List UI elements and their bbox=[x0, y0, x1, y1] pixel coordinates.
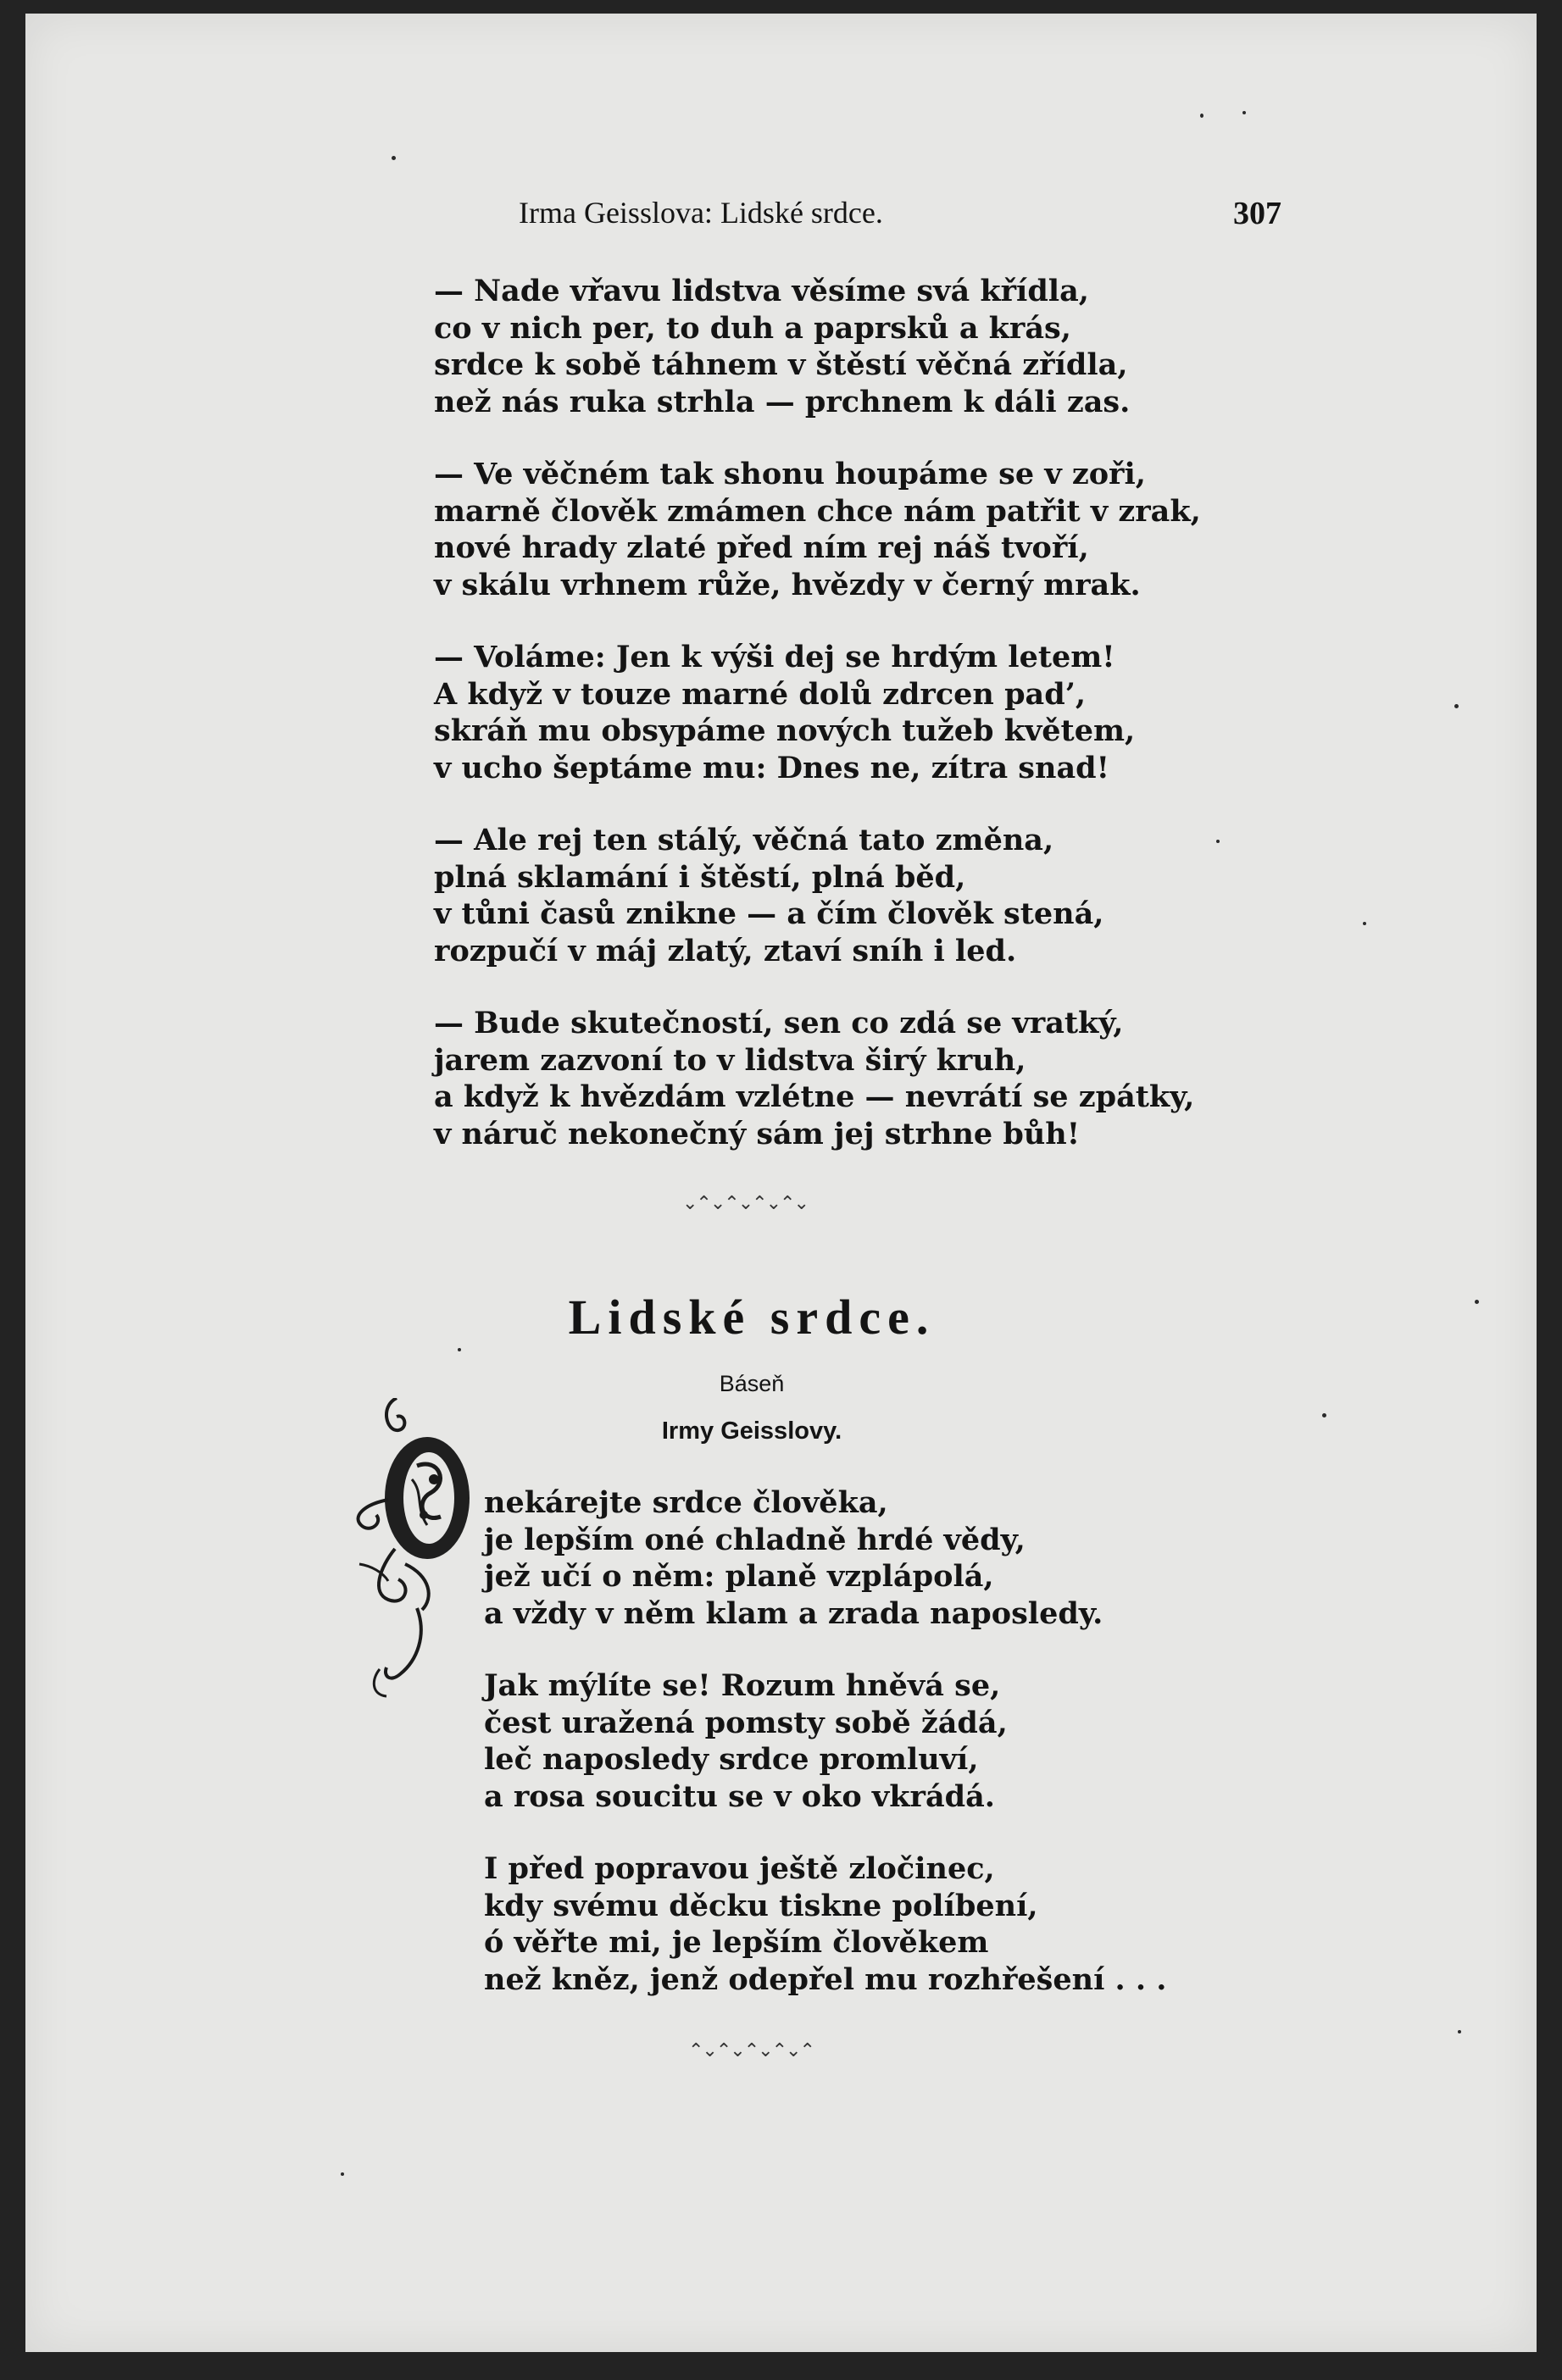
ink-speck bbox=[1363, 922, 1366, 925]
running-title: Irma Geisslova: Lidské srdce. bbox=[519, 196, 883, 230]
verse-line: jarem zazvoní to v lidstva širý kruh, bbox=[434, 1042, 1026, 1078]
verse-line: než nás ruka strhla — prchnem k dáli zas. bbox=[434, 384, 1131, 419]
verse-line: rozpučí v máj zlatý, ztaví sníh i led. bbox=[434, 933, 1017, 968]
verse-line: srdce k sobě táhnem v štěstí věčná zřídla, bbox=[434, 347, 1128, 382]
verse-line: je lepším oné chladně hrdé vědy, bbox=[484, 1522, 1026, 1557]
verse-line: v náruč nekonečný sám jej strhne bůh! bbox=[434, 1116, 1081, 1151]
ink-speck bbox=[1200, 114, 1203, 118]
poem-title: Lidské srdce. bbox=[568, 1290, 936, 1345]
verse-line: A když v touze marné dolů zdrcen pad’, bbox=[434, 676, 1087, 712]
closing-ornament: ⌃⌄⌃⌄⌃⌄⌃⌄⌃ bbox=[688, 2040, 814, 2061]
poem-lidske-srdce bbox=[484, 1484, 1179, 2033]
verse-line: nové hrady zlaté před ním rej náš tvoří, bbox=[434, 530, 1089, 565]
ink-speck bbox=[341, 2172, 344, 2176]
ink-speck bbox=[1454, 704, 1459, 708]
verse-line: čest uražená pomsty sobě žádá, bbox=[484, 1705, 1008, 1740]
running-header bbox=[519, 195, 1281, 234]
decorative-initial-o-icon bbox=[346, 1398, 481, 1703]
verse-line: — Bude skutečností, sen co zdá se vratký, bbox=[434, 1006, 1124, 1040]
ink-speck bbox=[1475, 1300, 1479, 1304]
stanza bbox=[484, 1667, 1179, 1815]
verse-line: leč naposledy srdce promluví, bbox=[484, 1742, 979, 1777]
stanza bbox=[434, 273, 1180, 420]
stanza bbox=[484, 1484, 1179, 1632]
verse-line: jež učí o něm: planě vzplápolá, bbox=[484, 1559, 994, 1594]
verse-line: marně člověk zmámen chce nám patřit v zrak, bbox=[434, 493, 1201, 529]
ink-speck bbox=[1458, 2030, 1461, 2033]
ink-speck bbox=[1216, 840, 1220, 843]
verse-line: nekárejte srdce člověka, bbox=[484, 1485, 888, 1520]
verse-line: — Voláme: Jen k výši dej se hrdým letem! bbox=[434, 640, 1115, 674]
verse-line: a rosa soucitu se v oko vkrádá. bbox=[484, 1778, 995, 1814]
decorative-initial bbox=[346, 1398, 481, 1703]
poem-genre: Báseň bbox=[719, 1371, 785, 1396]
verse-line: než kněz, jenž odepřel mu rozhřešení . . . bbox=[484, 1961, 1167, 1997]
stanza bbox=[434, 822, 1180, 969]
verse-line: skráň mu obsypáme nových tužeb květem, bbox=[434, 713, 1136, 748]
stanza bbox=[484, 1850, 1179, 1998]
verse-line: — Nade vřavu lidstva věsíme svá křídla, bbox=[434, 274, 1089, 308]
poem-continuation bbox=[434, 273, 1201, 1188]
verse-line: v tůni časů znikne — a čím člověk stená, bbox=[434, 896, 1104, 931]
verse-line: co v nich per, to duh a paprsků a krás, bbox=[434, 310, 1071, 346]
verse-line: a vždy v něm klam a zrada naposledy. bbox=[484, 1595, 1103, 1631]
verse-line: v ucho šeptáme mu: Dnes ne, zítra snad! bbox=[434, 750, 1109, 785]
stanza bbox=[434, 639, 1180, 786]
verse-line: Jak mýlíte se! Rozum hněvá se, bbox=[484, 1668, 1001, 1703]
stanza bbox=[434, 1005, 1195, 1152]
poem-title-block bbox=[434, 1288, 1070, 1445]
ink-speck bbox=[1242, 111, 1246, 114]
poem-author: Irmy Geisslovy. bbox=[661, 1417, 842, 1445]
stanza bbox=[434, 456, 1201, 603]
verse-line: a když k hvězdám vzlétne — nevrátí se zpátky, bbox=[434, 1079, 1195, 1114]
page-number: 307 bbox=[1233, 196, 1281, 231]
verse-line: I před popravou ještě zločinec, bbox=[484, 1851, 995, 1886]
verse-line: plná sklamání i štěstí, plná běd, bbox=[434, 859, 966, 895]
verse-line: v skálu vrhnem růže, hvězdy v černý mrak. bbox=[434, 567, 1141, 602]
verse-line: kdy svému děcku tiskne políbení, bbox=[484, 1888, 1038, 1923]
verse-line: ó věřte mi, je lepším člověkem bbox=[484, 1925, 989, 1960]
verse-line: — Ve věčném tak shonu houpáme se v zoři, bbox=[434, 457, 1146, 491]
verse-line: — Ale rej ten stálý, věčná tato změna, bbox=[434, 823, 1054, 857]
ink-speck bbox=[392, 156, 396, 160]
section-ornament: ⌄⌃⌄⌃⌄⌃⌄⌃⌄ bbox=[682, 1193, 808, 1214]
ink-speck bbox=[1322, 1413, 1326, 1417]
